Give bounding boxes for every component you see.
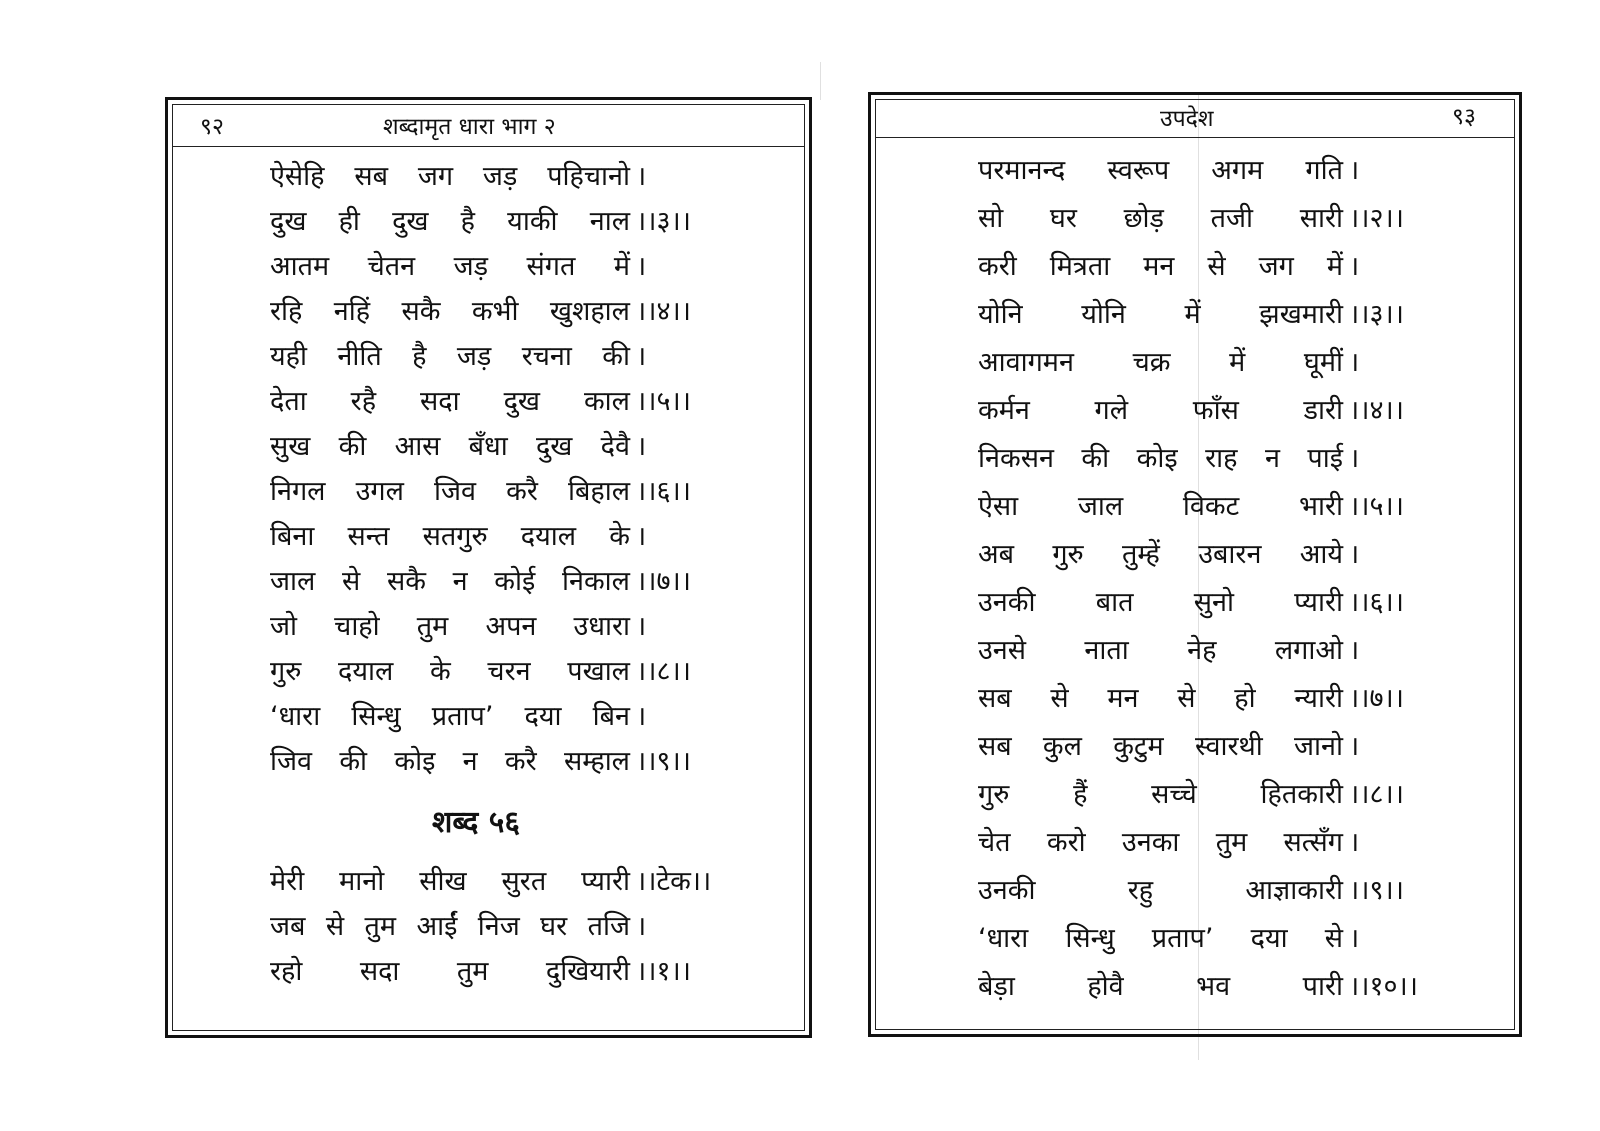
verse-end-marker: ।।९।। (636, 746, 691, 777)
running-title: उपदेश (1160, 106, 1214, 132)
verse-line (978, 194, 1418, 242)
verse-end-marker: । (1349, 154, 1360, 186)
verse-text: निगल उगल जिव करै बिहाल (270, 476, 630, 507)
verse-text: ऐसेहि सब जग जड़ पहिचानो (270, 161, 630, 192)
verse-line (270, 558, 691, 603)
verse-end-marker: ।।५।। (1349, 490, 1404, 522)
verse-line (978, 578, 1418, 626)
verse-text: चेत करो उनका तुम सत्सँग (978, 826, 1343, 858)
verse-end-marker: । (1349, 826, 1360, 858)
verse-block (978, 146, 1418, 1010)
verse-end-marker: ।।४।। (636, 296, 691, 327)
verse-end-marker: ।।२।। (1349, 202, 1404, 234)
verse-line (978, 962, 1418, 1010)
verse-text: ‘धारा सिन्धु प्रताप’ दया बिन (270, 701, 630, 732)
verse-end-marker: ।।४।। (1349, 394, 1404, 426)
verse-end-marker: । (636, 341, 647, 372)
verse-end-marker: ।।६।। (636, 476, 691, 507)
verse-end-marker: । (1349, 538, 1360, 570)
verse-text: उनकी रहु आज्ञाकारी (978, 874, 1343, 906)
verse-line (270, 198, 691, 243)
verse-line (270, 858, 711, 903)
header-rule (876, 137, 1514, 138)
verse-end-marker: ।।३।। (1349, 298, 1404, 330)
verse-line (978, 146, 1418, 194)
verse-line (270, 603, 691, 648)
running-title: शब्दामृत धारा भाग २ (383, 114, 556, 140)
verse-line (270, 738, 691, 783)
verse-end-marker: । (1349, 922, 1360, 954)
verse-text: सब कुल कुटुम स्वारथी जानो (978, 730, 1343, 762)
verse-line (270, 513, 691, 558)
verse-text: आतम चेतन जड़ संगत में (270, 251, 630, 282)
verse-end-marker: । (636, 161, 647, 192)
verse-text: गुरु हैं सच्चे हितकारी (978, 778, 1343, 810)
verse-text: परमानन्द स्वरूप अगम गति (978, 154, 1343, 186)
verse-line (270, 648, 691, 693)
verse-end-marker: । (1349, 730, 1360, 762)
verse-line (978, 290, 1418, 338)
left-page (165, 97, 812, 1038)
verse-block (270, 858, 711, 993)
verse-line (270, 948, 711, 993)
verse-text: गुरु दयाल के चरन पखाल (270, 656, 630, 687)
verse-text: ऐसा जाल विकट भारी (978, 490, 1343, 522)
verse-end-marker: ।।९।। (1349, 874, 1404, 906)
verse-line (978, 818, 1418, 866)
verse-line (270, 423, 691, 468)
verse-end-marker: ।।१०।। (1349, 970, 1419, 1002)
verse-end-marker: ।।८।। (1349, 778, 1404, 810)
verse-line (978, 434, 1418, 482)
verse-line (270, 693, 691, 738)
verse-line (978, 338, 1418, 386)
verse-line (978, 482, 1418, 530)
verse-line (978, 626, 1418, 674)
verse-end-marker: । (636, 251, 647, 282)
verse-end-marker: । (1349, 346, 1360, 378)
verse-line (978, 674, 1418, 722)
verse-text: यही नीति है जड़ रचना की (270, 341, 630, 372)
verse-line (978, 242, 1418, 290)
verse-text: मेरी मानो सीख सुरत प्यारी (270, 866, 630, 897)
verse-line (978, 530, 1418, 578)
verse-line (978, 722, 1418, 770)
verse-end-marker: ।।८।। (636, 656, 691, 687)
verse-line (978, 770, 1418, 818)
verse-text: जिव की कोइ न करै सम्हाल (270, 746, 630, 777)
shabd-heading: शब्द ५६ (432, 805, 520, 840)
verse-text: निकसन की कोइ राह न पाई (978, 442, 1343, 474)
gutter-mark (820, 62, 821, 100)
verse-text: कर्मन गले फाँस डारी (978, 394, 1343, 426)
verse-line (978, 866, 1418, 914)
verse-text: आवागमन चक्र में घूमीं (978, 346, 1343, 378)
verse-end-marker: । (636, 521, 647, 552)
verse-end-marker: ।।टेक।। (636, 866, 712, 897)
header-rule (173, 146, 804, 147)
verse-line (270, 378, 691, 423)
verse-block (270, 153, 691, 783)
verse-text: रहो सदा तुम दुखियारी (270, 956, 630, 987)
verse-line (978, 386, 1418, 434)
verse-text: उनकी बात सुनो प्यारी (978, 586, 1343, 618)
verse-end-marker: ।।७।। (636, 566, 691, 597)
verse-end-marker: ।।६।। (1349, 586, 1404, 618)
verse-text: सुख की आस बँधा दुख देवै (270, 431, 630, 462)
verse-text: जो चाहो तुम अपन उधारा (270, 611, 630, 642)
verse-text: जब से तुम आईं निज घर तजि (270, 911, 630, 942)
verse-end-marker: । (636, 611, 647, 642)
verse-line (978, 914, 1418, 962)
verse-text: देता रहै सदा दुख काल (270, 386, 630, 417)
verse-end-marker: । (1349, 250, 1360, 282)
verse-text: अब गुरु तुम्हें उबारन आये (978, 538, 1343, 570)
verse-line (270, 333, 691, 378)
verse-end-marker: । (1349, 634, 1360, 666)
page-number: ९३ (1452, 104, 1476, 130)
verse-line (270, 288, 691, 333)
page-number: ९२ (200, 114, 224, 140)
right-page (868, 92, 1522, 1037)
verse-text: रहि नहिं सकै कभी खुशहाल (270, 296, 630, 327)
verse-text: सब से मन से हो न्यारी (978, 682, 1343, 714)
verse-text: बिना सन्त सतगुरु दयाल के (270, 521, 630, 552)
verse-line (270, 153, 691, 198)
verse-end-marker: ।।३।। (636, 206, 691, 237)
verse-end-marker: । (636, 431, 647, 462)
verse-text: बेड़ा होवै भव पारी (978, 970, 1343, 1002)
verse-text: योनि योनि में झखमारी (978, 298, 1343, 330)
verse-text: करी मित्रता मन से जग में (978, 250, 1343, 282)
verse-end-marker: । (1349, 442, 1360, 474)
verse-end-marker: । (636, 701, 647, 732)
verse-text: दुख ही दुख है याकी नाल (270, 206, 630, 237)
verse-line (270, 468, 691, 513)
verse-line (270, 243, 691, 288)
verse-text: सो घर छोड़ तजी सारी (978, 202, 1343, 234)
verse-end-marker: ।।५।। (636, 386, 691, 417)
verse-end-marker: ।।१।। (636, 956, 691, 987)
verse-end-marker: । (636, 911, 647, 942)
verse-text: ‘धारा सिन्धु प्रताप’ दया से (978, 922, 1343, 954)
verse-text: उनसे नाता नेह लगाओ (978, 634, 1343, 666)
verse-text: जाल से सकै न कोई निकाल (270, 566, 630, 597)
verse-end-marker: ।।७।। (1349, 682, 1404, 714)
verse-line (270, 903, 711, 948)
